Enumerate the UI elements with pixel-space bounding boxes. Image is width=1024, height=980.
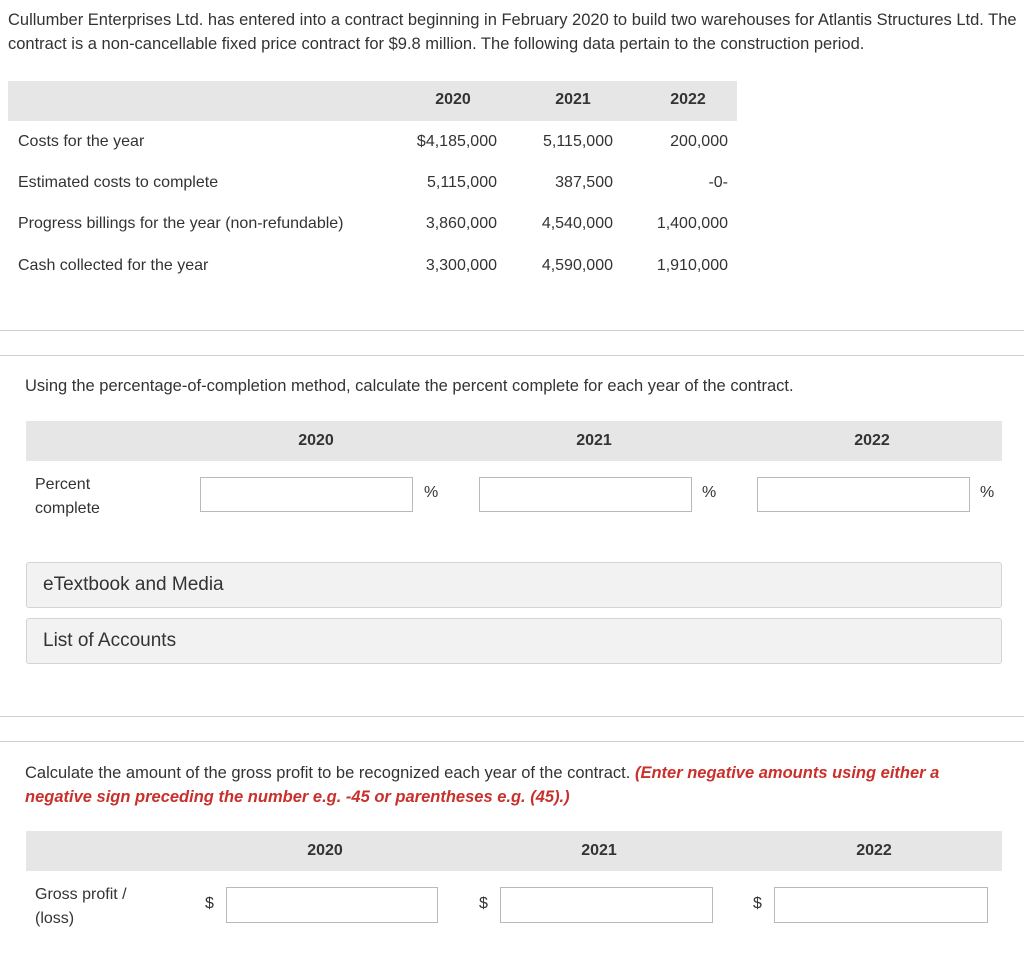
cell-estimated-2021: 387,500 — [555, 174, 613, 191]
data-table-year-2020: 2020 — [435, 91, 471, 108]
q2-prompt: Calculate the amount of the gross profit to be recognized each year of the contract. — [25, 764, 631, 782]
percent-complete-2022-input[interactable] — [757, 477, 970, 512]
cell-cash-2021: 4,590,000 — [541, 257, 613, 274]
q2-note: (Enter negative amounts using either a negative sign preceding the number e.g. -45 or parentheses e.g. (45).) — [25, 764, 940, 806]
q2-year-2021: 2021 — [581, 842, 617, 859]
etextbook-and-media-button[interactable]: eTextbook and Media — [26, 562, 1002, 608]
divider — [0, 716, 1024, 717]
cell-costs-2022: 200,000 — [670, 133, 728, 150]
percent-unit-2020: % — [424, 484, 439, 501]
q1-year-2022: 2022 — [854, 432, 890, 449]
q1-year-2021: 2021 — [576, 432, 612, 449]
cell-cash-2022: 1,910,000 — [656, 257, 728, 274]
q2-row-label-line2: (loss) — [35, 910, 75, 927]
q1-row-label-line1: Percent — [35, 476, 91, 493]
q2-year-2022: 2022 — [856, 842, 892, 859]
percent-unit-2022: % — [980, 484, 995, 501]
q2-prompt-block — [25, 761, 1010, 809]
percent-complete-2021-input[interactable] — [479, 477, 692, 512]
cell-cash-2020: 3,300,000 — [425, 257, 497, 274]
row-label-billings: Progress billings for the year (non-refundable) — [18, 215, 344, 232]
q1-row-label-line2: complete — [35, 500, 100, 517]
q2-row-label-line1: Gross profit / — [35, 886, 127, 903]
q1-prompt: Using the percentage-of-completion method, calculate the percent complete for each year of the contract. — [25, 377, 794, 395]
cell-costs-2021: 5,115,000 — [543, 133, 613, 150]
percent-unit-2021: % — [702, 484, 717, 501]
data-table-header-bar — [8, 81, 737, 121]
divider — [0, 330, 1024, 331]
currency-symbol-2020: $ — [205, 895, 214, 912]
gross-profit-2021-input[interactable] — [500, 887, 713, 923]
data-table-year-2022: 2022 — [670, 91, 706, 108]
q2-year-2020: 2020 — [307, 842, 343, 859]
percent-complete-2020-input[interactable] — [200, 477, 413, 512]
q2-row-label — [35, 883, 127, 931]
cell-billings-2021: 4,540,000 — [541, 215, 613, 232]
list-of-accounts-button[interactable]: List of Accounts — [26, 618, 1002, 664]
currency-symbol-2021: $ — [479, 895, 488, 912]
problem-intro: Cullumber Enterprises Ltd. has entered into a contract beginning in February 2020 to build two warehouses for Atlantis Structures Ltd. The contract is a non-cancellable fixed price contract for $9.8 million. The following data pertain to the construction period. — [8, 11, 1017, 53]
gross-profit-2022-input[interactable] — [774, 887, 988, 923]
row-label-cash: Cash collected for the year — [18, 257, 209, 274]
row-label-estimated: Estimated costs to complete — [18, 174, 219, 191]
row-label-costs: Costs for the year — [18, 133, 145, 150]
cell-estimated-2020: 5,115,000 — [427, 174, 497, 191]
cell-billings-2020: 3,860,000 — [425, 215, 497, 232]
q1-year-2020: 2020 — [298, 432, 334, 449]
data-table-year-2021: 2021 — [555, 91, 591, 108]
gross-profit-2020-input[interactable] — [226, 887, 438, 923]
divider — [0, 355, 1024, 356]
currency-symbol-2022: $ — [753, 895, 762, 912]
cell-billings-2022: 1,400,000 — [656, 215, 728, 232]
cell-costs-2020: $4,185,000 — [416, 133, 497, 150]
divider — [0, 741, 1024, 742]
cell-estimated-2022: -0- — [708, 174, 728, 191]
q1-row-label — [35, 473, 100, 521]
